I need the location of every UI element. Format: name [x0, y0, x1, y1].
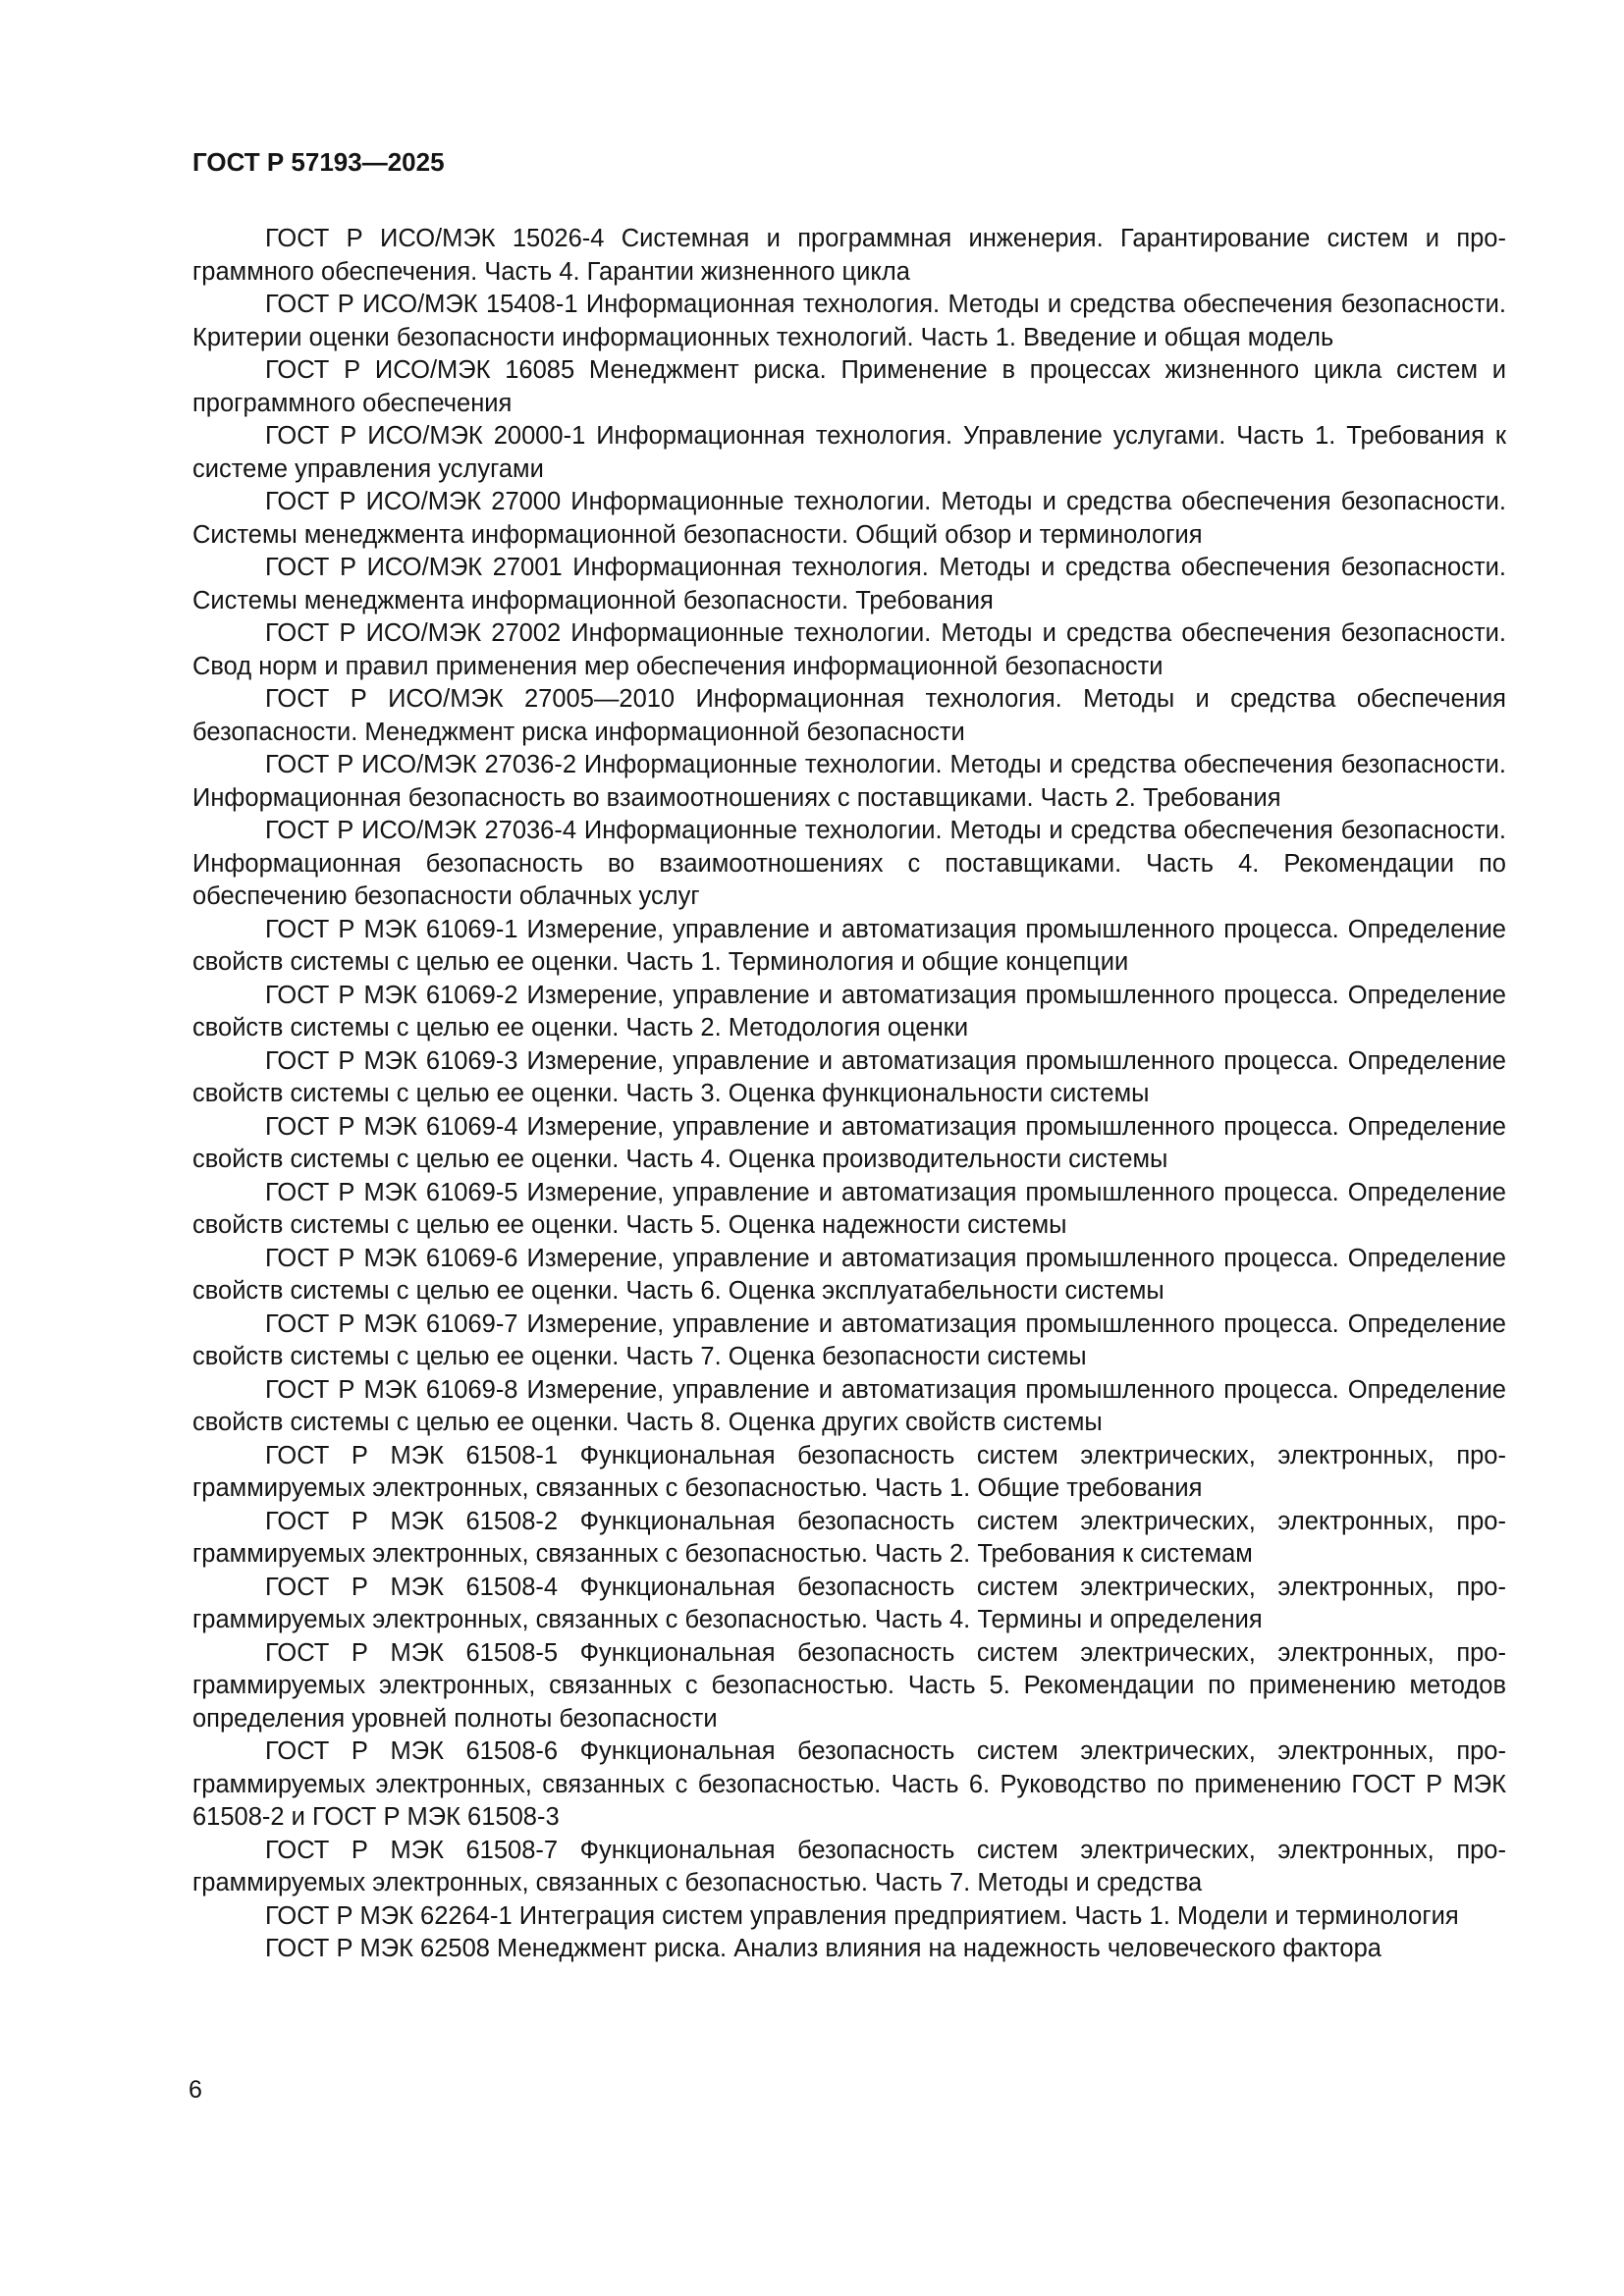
- reference-entry: ГОСТ Р МЭК 61508-6 Функциональная безопасность систем электрических, электронных, программируемых электронных, связанных с безопасностью. Часть 6. Руководство по применению ГОСТ Р МЭК 61508-2 и ГОСТ Р МЭК 61508-3: [192, 1737, 1506, 1831]
- reference-entry: ГОСТ Р ИСО/МЭК 27036-2 Информационные технологии. Методы и средства обеспечения безопасности. Информационная безопасность во взаимоотношениях с поставщиками. Часть 2. Требования: [192, 751, 1506, 812]
- reference-entry: ГОСТ Р МЭК 62508 Менеджмент риска. Анализ влияния на надежность человеческого фактора: [265, 1935, 1381, 1962]
- reference-entry: ГОСТ Р МЭК 61508-5 Функциональная безопасность систем электрических, электронных, программируемых электронных, связанных с безопасностью. Часть 5. Рекомендации по применению методов определения уровней полноты безопасности: [192, 1638, 1506, 1733]
- reference-entry: ГОСТ Р МЭК 61069-6 Измерение, управление и автоматизация промышленного процесса. Определение свойств системы с целью ее оценки. Часть 6. Оценка эксплуатабельности системы: [192, 1244, 1506, 1305]
- reference-entry: ГОСТ Р МЭК 61508-1 Функциональная безопасность систем электрических, электронных, программируемых электронных, связанных с безопасностью. Часть 1. Общие требования: [192, 1441, 1506, 1502]
- reference-entry: ГОСТ Р МЭК 61508-4 Функциональная безопасность систем электрических, электронных, программируемых электронных, связанных с безопасностью. Часть 4. Термины и определения: [192, 1573, 1506, 1633]
- reference-entry: ГОСТ Р ИСО/МЭК 27036-4 Информационные технологии. Методы и средства обеспечения безопасности. Информационная безопасность во взаимоотношениях с поставщиками. Часть 4. Рекомендации по обеспечению безопасности облачных услуг: [192, 817, 1506, 910]
- reference-entry: ГОСТ Р МЭК 61069-4 Измерение, управление и автоматизация промышленного процесса. Определение свойств системы с целью ее оценки. Часть 4. Оценка производительности системы: [192, 1112, 1506, 1173]
- reference-entry: ГОСТ Р МЭК 61508-7 Функциональная безопасность систем электрических, электронных, программируемых электронных, связанных с безопасностью. Часть 7. Методы и средства: [192, 1836, 1506, 1896]
- standard-designation-header: ГОСТ Р 57193—2025: [192, 147, 445, 177]
- reference-entry: ГОСТ Р ИСО/МЭК 27005—2010 Информационная технология. Методы и средства обеспечения безопасности. Менеджмент риска информационной безопасности: [192, 685, 1506, 746]
- reference-entry: ГОСТ Р ИСО/МЭК 20000-1 Информационная технология. Управление услугами. Часть 1. Требования к системе управления услугами: [192, 422, 1506, 483]
- reference-entry: ГОСТ Р ИСО/МЭК 27000 Информационные технологии. Методы и средства обеспечения безопасности. Системы менеджмента информационной безопасности. Общий обзор и терминология: [192, 488, 1506, 549]
- reference-entry: ГОСТ Р ИСО/МЭК 27002 Информационные технологии. Методы и средства обеспечения безопасности. Свод норм и правил применения мер обеспечения информационной безопасности: [192, 619, 1506, 680]
- reference-entry: ГОСТ Р МЭК 61069-3 Измерение, управление и автоматизация промышленного процесса. Определение свойств системы с целью ее оценки. Часть 3. Оценка функциональности системы: [192, 1046, 1506, 1107]
- reference-entry: ГОСТ Р МЭК 61069-1 Измерение, управление и автоматизация промышленного процесса. Определение свойств системы с целью ее оценки. Часть 1. Терминология и общие концепции: [192, 915, 1506, 976]
- reference-entry: ГОСТ Р МЭК 61069-2 Измерение, управление и автоматизация промышленного процесса. Определение свойств системы с целью ее оценки. Часть 2. Методология оценки: [192, 981, 1506, 1041]
- reference-entry: ГОСТ Р МЭК 61069-5 Измерение, управление и автоматизация промышленного процесса. Определение свойств системы с целью ее оценки. Часть 5. Оценка надежности системы: [192, 1178, 1506, 1239]
- normative-references-list: [192, 223, 1506, 1966]
- reference-entry: ГОСТ Р МЭК 61069-7 Измерение, управление и автоматизация промышленного процесса. Определение свойств системы с целью ее оценки. Часть 7. Оценка безопасности системы: [192, 1309, 1506, 1370]
- reference-entry: ГОСТ Р ИСО/МЭК 27001 Информационная технология. Методы и средства обеспечения безопасности. Системы менеджмента информационной безопасности. Требования: [192, 554, 1506, 614]
- reference-entry: ГОСТ Р ИСО/МЭК 15408-1 Информационная технология. Методы и средства обеспечения безопасности. Критерии оценки безопасности информационных технологий. Часть 1. Введение и общая модель: [192, 291, 1506, 351]
- reference-entry: ГОСТ Р МЭК 62264-1 Интеграция систем управления предприятием. Часть 1. Модели и терминология: [265, 1901, 1459, 1930]
- reference-entry: ГОСТ Р ИСО/МЭК 15026-4 Системная и программная инженерия. Гарантирование систем и программного обеспечения. Часть 4. Гарантии жизненного цикла: [192, 225, 1506, 286]
- page-number: 6: [189, 2076, 202, 2104]
- reference-entry: ГОСТ Р МЭК 61508-2 Функциональная безопасность систем электрических, электронных, программируемых электронных, связанных с безопасностью. Часть 2. Требования к системам: [192, 1507, 1506, 1568]
- reference-entry: ГОСТ Р ИСО/МЭК 16085 Менеджмент риска. Применение в процессах жизненного цикла систем и программного обеспечения: [192, 356, 1506, 417]
- reference-entry: ГОСТ Р МЭК 61069-8 Измерение, управление и автоматизация промышленного процесса. Определение свойств системы с целью ее оценки. Часть 8. Оценка других свойств системы: [192, 1375, 1506, 1436]
